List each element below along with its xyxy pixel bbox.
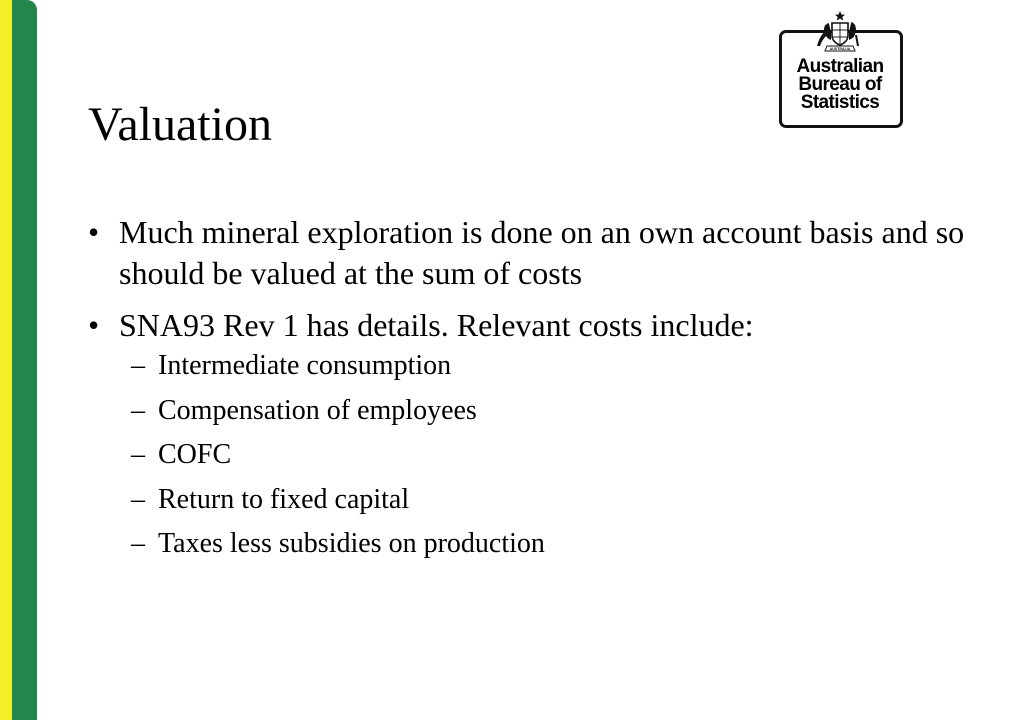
bullet-marker: • bbox=[88, 214, 100, 250]
sub-bullet-item bbox=[119, 482, 968, 517]
left-green-stripe bbox=[12, 0, 37, 720]
left-yellow-stripe bbox=[0, 0, 12, 720]
sub-bullet-text: COFC bbox=[158, 439, 232, 470]
bullet-item bbox=[88, 212, 968, 294]
logo-line-2: Bureau of bbox=[798, 74, 882, 95]
bullet-marker: • bbox=[88, 307, 100, 343]
bullet-text: Much mineral exploration is done on an own account basis and so should be valued at the sum of costs bbox=[119, 214, 965, 291]
crest-banner-text: AUSTRALIA bbox=[829, 47, 851, 51]
sub-bullet-item bbox=[119, 393, 968, 428]
sub-bullet-marker: – bbox=[131, 483, 145, 515]
bullet-item bbox=[88, 305, 968, 561]
bullet-list bbox=[88, 212, 968, 572]
sub-bullet-marker: – bbox=[131, 394, 145, 426]
sub-bullet-item bbox=[119, 526, 968, 561]
coat-of-arms-icon bbox=[815, 10, 865, 54]
logo-line-3: Statistics bbox=[800, 92, 880, 113]
sub-bullet-list bbox=[119, 348, 968, 561]
sub-bullet-marker: – bbox=[131, 439, 145, 470]
sub-bullet-marker: – bbox=[131, 528, 145, 559]
logo-line-1: Australian bbox=[796, 56, 884, 77]
logo-wordmark bbox=[778, 58, 902, 112]
sub-bullet-text: Return to fixed capital bbox=[158, 483, 410, 515]
abs-logo bbox=[778, 10, 902, 128]
sub-bullet-item bbox=[119, 437, 968, 472]
sub-bullet-text: Compensation of employees bbox=[158, 394, 477, 426]
slide-title: Valuation bbox=[88, 98, 272, 151]
sub-bullet-marker: – bbox=[131, 350, 145, 381]
sub-bullet-item bbox=[119, 348, 968, 383]
sub-bullet-text: Taxes less subsidies on production bbox=[158, 528, 545, 559]
bullet-text: SNA93 Rev 1 has details. Relevant costs include: bbox=[119, 307, 754, 343]
sub-bullet-text: Intermediate consumption bbox=[158, 350, 452, 381]
